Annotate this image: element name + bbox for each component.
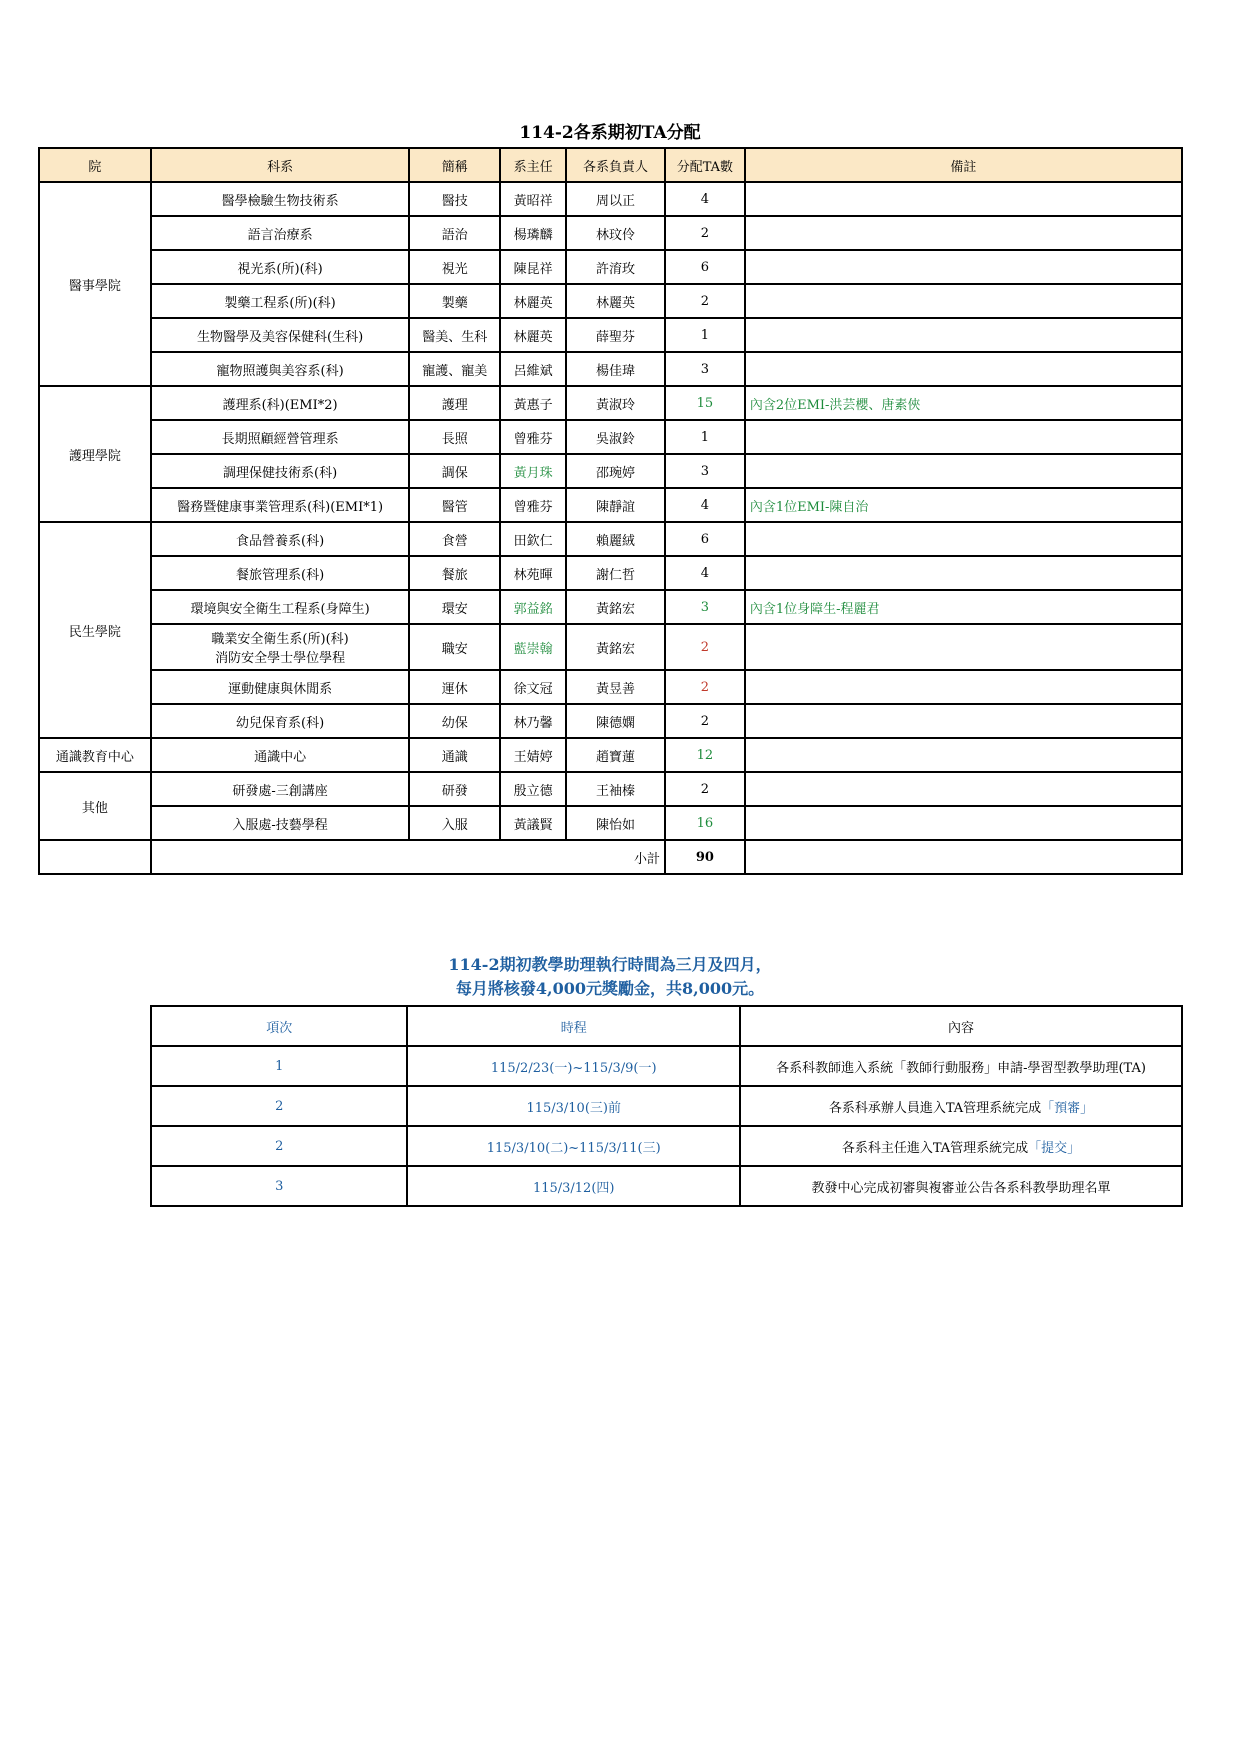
dept-cell: 環境與安全衛生工程系(身障生): [151, 590, 410, 624]
schedule-content-status: 「預審」: [1041, 1100, 1094, 1116]
table-row: [39, 386, 1182, 420]
schedule-period: 115/3/10(三)前: [407, 1086, 740, 1126]
contact-cell: 黃淑玲: [566, 386, 665, 420]
header-college: 院: [39, 148, 151, 182]
subtotal-empty-cell: [39, 840, 151, 874]
ta-count-cell: 3: [665, 454, 745, 488]
note-cell: [745, 704, 1182, 738]
ta-count-cell: 2: [665, 624, 745, 670]
chair-cell: 林麗英: [500, 318, 566, 352]
dept-cell: 醫學檢驗生物技術系: [151, 182, 410, 216]
chair-cell: 田欽仁: [500, 522, 566, 556]
ta-count-cell: 3: [665, 352, 745, 386]
note-cell: [745, 318, 1182, 352]
note-cell: [745, 284, 1182, 318]
ta-count-cell: 15: [665, 386, 745, 420]
note-cell: [745, 670, 1182, 704]
notice-line-1: 114-2期初教學助理執行時間為三月及四月，: [448, 955, 772, 974]
header-abbr: 簡稱: [409, 148, 500, 182]
abbr-cell: 長照: [409, 420, 500, 454]
ta-count-cell: 2: [665, 670, 745, 704]
schedule-row: [151, 1126, 1182, 1166]
ta-count-cell: 4: [665, 182, 745, 216]
abbr-cell: 入服: [409, 806, 500, 840]
schedule-period: 115/3/10(二)~115/3/11(三): [407, 1126, 740, 1166]
header-ta-count: 分配TA數: [665, 148, 745, 182]
contact-cell: 賴麗絨: [566, 522, 665, 556]
dept-cell: 入服處-技藝學程: [151, 806, 410, 840]
ta-count-cell: 2: [665, 284, 745, 318]
schedule-header-row: [151, 1006, 1182, 1046]
note-cell: [745, 624, 1182, 670]
dept-cell: 通識中心: [151, 738, 410, 772]
chair-cell: 黃惠子: [500, 386, 566, 420]
note-cell: [745, 216, 1182, 250]
chair-cell: 曾雅芬: [500, 488, 566, 522]
contact-cell: 陳德嫻: [566, 704, 665, 738]
table-row: [39, 454, 1182, 488]
subtotal-value: 90: [665, 840, 745, 874]
college-cell: 護理學院: [39, 386, 151, 522]
table-row: [39, 216, 1182, 250]
dept-cell: 護理系(科)(EMI*2): [151, 386, 410, 420]
ta-count-cell: 4: [665, 488, 745, 522]
table-row: [39, 670, 1182, 704]
note-cell: 內含2位EMI-洪芸櫻、唐素俠: [745, 386, 1182, 420]
abbr-cell: 製藥: [409, 284, 500, 318]
ta-count-cell: 2: [665, 704, 745, 738]
abbr-cell: 研發: [409, 772, 500, 806]
schedule-content: 教發中心完成初審與複審並公告各系科教學助理名單: [740, 1166, 1182, 1206]
dept-cell: 餐旅管理系(科): [151, 556, 410, 590]
ta-allocation-table: [38, 147, 1183, 875]
subtotal-note-cell: [745, 840, 1182, 874]
table-row: [39, 182, 1182, 216]
abbr-cell: 寵護、寵美: [409, 352, 500, 386]
abbr-cell: 食營: [409, 522, 500, 556]
dept-cell: 製藥工程系(所)(科): [151, 284, 410, 318]
table-row: [39, 284, 1182, 318]
contact-cell: 謝仁哲: [566, 556, 665, 590]
abbr-cell: 調保: [409, 454, 500, 488]
dept-cell: [151, 624, 410, 670]
abbr-cell: 幼保: [409, 704, 500, 738]
schedule-row: [151, 1086, 1182, 1126]
ta-count-cell: 12: [665, 738, 745, 772]
abbr-cell: 環安: [409, 590, 500, 624]
ta-count-cell: 16: [665, 806, 745, 840]
dept-cell: 長期照顧經營管理系: [151, 420, 410, 454]
schedule-step: 2: [151, 1126, 407, 1166]
college-cell: 民生學院: [39, 522, 151, 738]
note-cell: [745, 738, 1182, 772]
schedule-content: 各系科教師進入系統「教師行動服務」申請-學習型教學助理(TA): [740, 1046, 1182, 1086]
dept-cell: 寵物照護與美容系(科): [151, 352, 410, 386]
contact-cell: 陳怡如: [566, 806, 665, 840]
note-cell: 內含1位EMI-陳自治: [745, 488, 1182, 522]
dept-line: 職業安全衛生系(所)(科): [211, 632, 349, 647]
header-contact: 各系負責人: [566, 148, 665, 182]
table-row: [39, 352, 1182, 386]
contact-cell: 黃銘宏: [566, 590, 665, 624]
chair-cell: 林麗英: [500, 284, 566, 318]
dept-cell: 語言治療系: [151, 216, 410, 250]
chair-cell: 曾雅芬: [500, 420, 566, 454]
chair-cell: 徐文冠: [500, 670, 566, 704]
abbr-cell: 通識: [409, 738, 500, 772]
chair-cell: 呂維斌: [500, 352, 566, 386]
note-cell: [745, 352, 1182, 386]
page-title: 114-2各系期初TA分配: [519, 123, 701, 143]
table-row: [39, 250, 1182, 284]
contact-cell: 薛聖芬: [566, 318, 665, 352]
contact-cell: 邵琬婷: [566, 454, 665, 488]
chair-cell: 王婧婷: [500, 738, 566, 772]
notice-line-2: 每月將核發4,000元獎勵金，共8,000元。: [455, 979, 765, 998]
contact-cell: 黃銘宏: [566, 624, 665, 670]
table-row: [39, 738, 1182, 772]
chair-cell: 黃月珠: [500, 454, 566, 488]
ta-count-cell: 4: [665, 556, 745, 590]
table-header-row: [39, 148, 1182, 182]
note-cell: [745, 454, 1182, 488]
ta-count-cell: 2: [665, 216, 745, 250]
chair-cell: 藍崇翰: [500, 624, 566, 670]
ta-count-cell: 6: [665, 250, 745, 284]
schedule-content-text: 各系科主任進入TA管理系統完成: [841, 1140, 1029, 1156]
contact-cell: 吳淑鈴: [566, 420, 665, 454]
abbr-cell: 運休: [409, 670, 500, 704]
chair-cell: 林乃馨: [500, 704, 566, 738]
abbr-cell: 視光: [409, 250, 500, 284]
contact-cell: 許淯玫: [566, 250, 665, 284]
table-row: [39, 420, 1182, 454]
note-cell: [745, 522, 1182, 556]
table-row: [39, 590, 1182, 624]
schedule-content: [740, 1126, 1182, 1166]
contact-cell: 趙寶蓮: [566, 738, 665, 772]
chair-cell: 楊璘麟: [500, 216, 566, 250]
table-row: [39, 556, 1182, 590]
abbr-cell: 醫管: [409, 488, 500, 522]
note-cell: [745, 772, 1182, 806]
dept-cell: 生物醫學及美容保健科(生科): [151, 318, 410, 352]
dept-cell: 研發處-三創講座: [151, 772, 410, 806]
schedule-header-period: 時程: [407, 1006, 740, 1046]
ta-count-cell: 2: [665, 772, 745, 806]
contact-cell: 陳靜誼: [566, 488, 665, 522]
abbr-cell: 醫美、生科: [409, 318, 500, 352]
abbr-cell: 語治: [409, 216, 500, 250]
college-cell: 醫事學院: [39, 182, 151, 386]
header-notes: 備註: [745, 148, 1182, 182]
table-row: [39, 624, 1182, 670]
contact-cell: 周以正: [566, 182, 665, 216]
abbr-cell: 職安: [409, 624, 500, 670]
table-row: [39, 318, 1182, 352]
chair-cell: 黃議賢: [500, 806, 566, 840]
schedule-step: 3: [151, 1166, 407, 1206]
contact-cell: 楊佳瑋: [566, 352, 665, 386]
chair-cell: 黃昭祥: [500, 182, 566, 216]
contact-cell: 林麗英: [566, 284, 665, 318]
dept-cell: 視光系(所)(科): [151, 250, 410, 284]
table-row: [39, 522, 1182, 556]
ta-count-cell: 6: [665, 522, 745, 556]
contact-cell: 林玟伶: [566, 216, 665, 250]
dept-cell: 幼兒保育系(科): [151, 704, 410, 738]
schedule-content: [740, 1086, 1182, 1126]
schedule-step: 1: [151, 1046, 407, 1086]
subtotal-row: [39, 840, 1182, 874]
contact-cell: 黃昱善: [566, 670, 665, 704]
abbr-cell: 護理: [409, 386, 500, 420]
schedule-period: 115/2/23(一)~115/3/9(一): [407, 1046, 740, 1086]
table-row: [39, 772, 1182, 806]
table-row: [39, 806, 1182, 840]
table-row: [39, 704, 1182, 738]
abbr-cell: 醫技: [409, 182, 500, 216]
dept-cell: 調理保健技術系(科): [151, 454, 410, 488]
college-cell: 通識教育中心: [39, 738, 151, 772]
chair-cell: 陳昆祥: [500, 250, 566, 284]
ta-count-cell: 1: [665, 420, 745, 454]
schedule-table: [150, 1005, 1183, 1207]
dept-cell: 運動健康與休閒系: [151, 670, 410, 704]
header-department: 科系: [151, 148, 410, 182]
schedule-header-step: 項次: [151, 1006, 407, 1046]
table-row: [39, 488, 1182, 522]
note-cell: [745, 182, 1182, 216]
schedule-row: [151, 1166, 1182, 1206]
schedule-content-text: 各系科承辦人員進入TA管理系統完成: [828, 1100, 1042, 1116]
schedule-step: 2: [151, 1086, 407, 1126]
dept-cell: 食品營養系(科): [151, 522, 410, 556]
abbr-cell: 餐旅: [409, 556, 500, 590]
ta-count-cell: 1: [665, 318, 745, 352]
note-cell: [745, 250, 1182, 284]
schedule-period: 115/3/12(四): [407, 1166, 740, 1206]
chair-cell: 殷立德: [500, 772, 566, 806]
note-cell: [745, 806, 1182, 840]
schedule-row: [151, 1046, 1182, 1086]
schedule-header-content: 內容: [740, 1006, 1182, 1046]
note-cell: [745, 420, 1182, 454]
dept-cell: 醫務暨健康事業管理系(科)(EMI*1): [151, 488, 410, 522]
college-cell: 其他: [39, 772, 151, 840]
ta-count-cell: 3: [665, 590, 745, 624]
dept-line: 消防安全學士學位學程: [215, 651, 346, 666]
note-cell: [745, 556, 1182, 590]
note-cell: 內含1位身障生-程麗君: [745, 590, 1182, 624]
header-chair: 系主任: [500, 148, 566, 182]
schedule-content-status: 「提交」: [1028, 1140, 1081, 1156]
chair-cell: 林苑暉: [500, 556, 566, 590]
contact-cell: 王袖榛: [566, 772, 665, 806]
subtotal-label: 小計: [151, 840, 665, 874]
chair-cell: 郭益銘: [500, 590, 566, 624]
